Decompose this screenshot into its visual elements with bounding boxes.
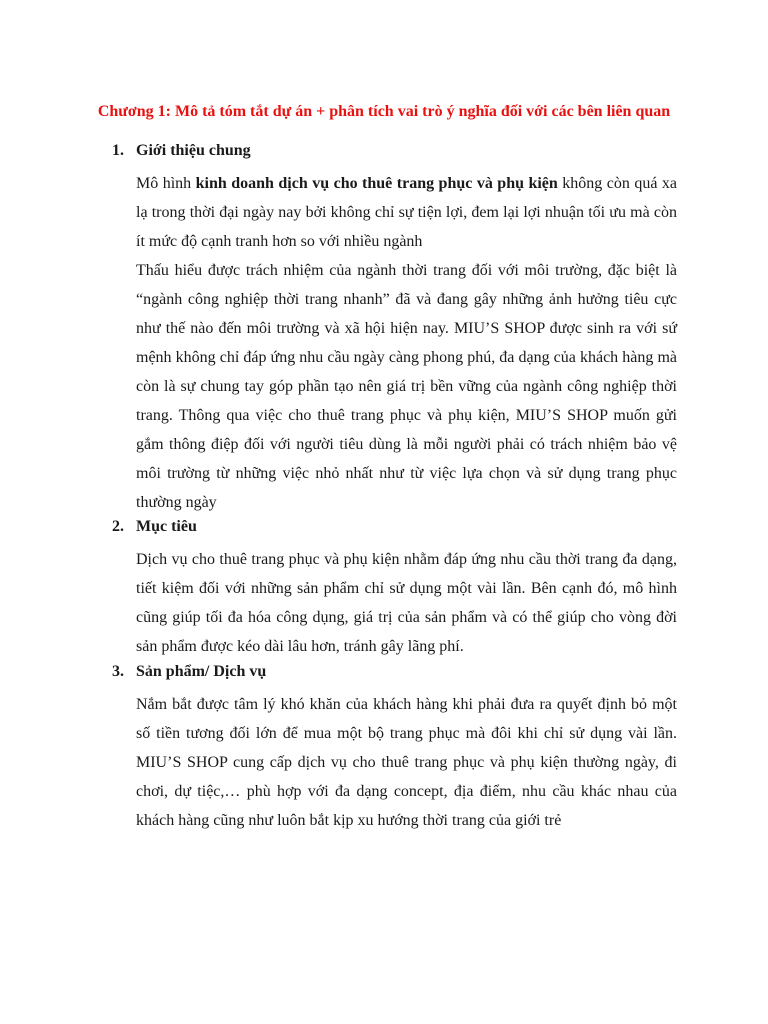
section-number: 3. bbox=[112, 663, 124, 680]
paragraph: Nắm bắt được tâm lý khó khăn của khách hàng khi phải đưa ra quyết định bỏ một số tiền tương đối lớn để mua một bộ trang phục mà đôi khi chỉ sử dụng vài lần. MIU’S SHOP cung cấp dịch vụ cho thuê trang phục và phụ kiện thường ngày, đi chơi, dự tiệc,… phù hợp với đa dạng concept, địa điểm, nhu cầu khác nhau của khách hàng cũng như luôn bắt kịp xu hướng thời trang của giới trẻ bbox=[136, 696, 677, 829]
section-heading bbox=[112, 140, 677, 162]
section-introduction bbox=[112, 140, 677, 517]
section-products bbox=[112, 661, 677, 835]
paragraph: Thấu hiểu được trách nhiệm của ngành thời trang đối với môi trường, đặc biệt là “ngành công nghiệp thời trang nhanh” đã và đang gây những ảnh hưởng tiêu cực như thế nào đến môi trường và xã hội hiện nay. MIU’S SHOP được sinh ra với sứ mệnh không chỉ đáp ứng nhu cầu ngày càng phong phú, đa dạng của khách hàng mà còn là sự chung tay góp phần tạo nên giá trị bền vững của ngành công nghiệp thời trang. Thông qua việc cho thuê trang phục và phụ kiện, MIU’S SHOP muốn gửi gắm thông điệp đối với người tiêu dùng là mỗi người phải có trách nhiệm bảo vệ môi trường từ những việc nhỏ nhất như từ việc lựa chọn và sử dụng trang phục thường ngày bbox=[136, 262, 677, 511]
section-heading bbox=[112, 661, 677, 683]
section-title: Giới thiệu chung bbox=[136, 142, 251, 159]
paragraph-text: không còn quá xa lạ trong thời đại ngày nay bởi không chỉ sự tiện lợi, đem lại lợi nhuận tối ưu mà còn ít mức độ cạnh tranh hơn so với nhiều ngành bbox=[136, 175, 678, 250]
section-number: 2. bbox=[112, 518, 124, 535]
section-goals bbox=[112, 516, 677, 661]
paragraph: Dịch vụ cho thuê trang phục và phụ kiện nhằm đáp ứng nhu cầu thời trang đa dạng, tiết kiệm đối với những sản phẩm chỉ sử dụng một vài lần. Bên cạnh đó, mô hình cũng giúp tối đa hóa công dụng, giá trị của sản phẩm và có thể giúp cho vòng đời sản phẩm được kéo dài lâu hơn, tránh gây lãng phí. bbox=[136, 551, 677, 655]
chapter-title: Chương 1: Mô tả tóm tắt dự án + phân tích vai trò ý nghĩa đối với các bên liên quan bbox=[97, 103, 671, 120]
paragraph bbox=[136, 169, 677, 256]
section-title: Sản phẩm/ Dịch vụ bbox=[136, 663, 267, 680]
section-heading bbox=[112, 516, 677, 538]
paragraph-text: Mô hình bbox=[136, 175, 196, 192]
section-title: Mục tiêu bbox=[136, 518, 197, 535]
paragraph-bold-text: kinh doanh dịch vụ cho thuê trang phục và phụ kiện bbox=[195, 175, 558, 192]
section-number: 1. bbox=[112, 142, 124, 159]
